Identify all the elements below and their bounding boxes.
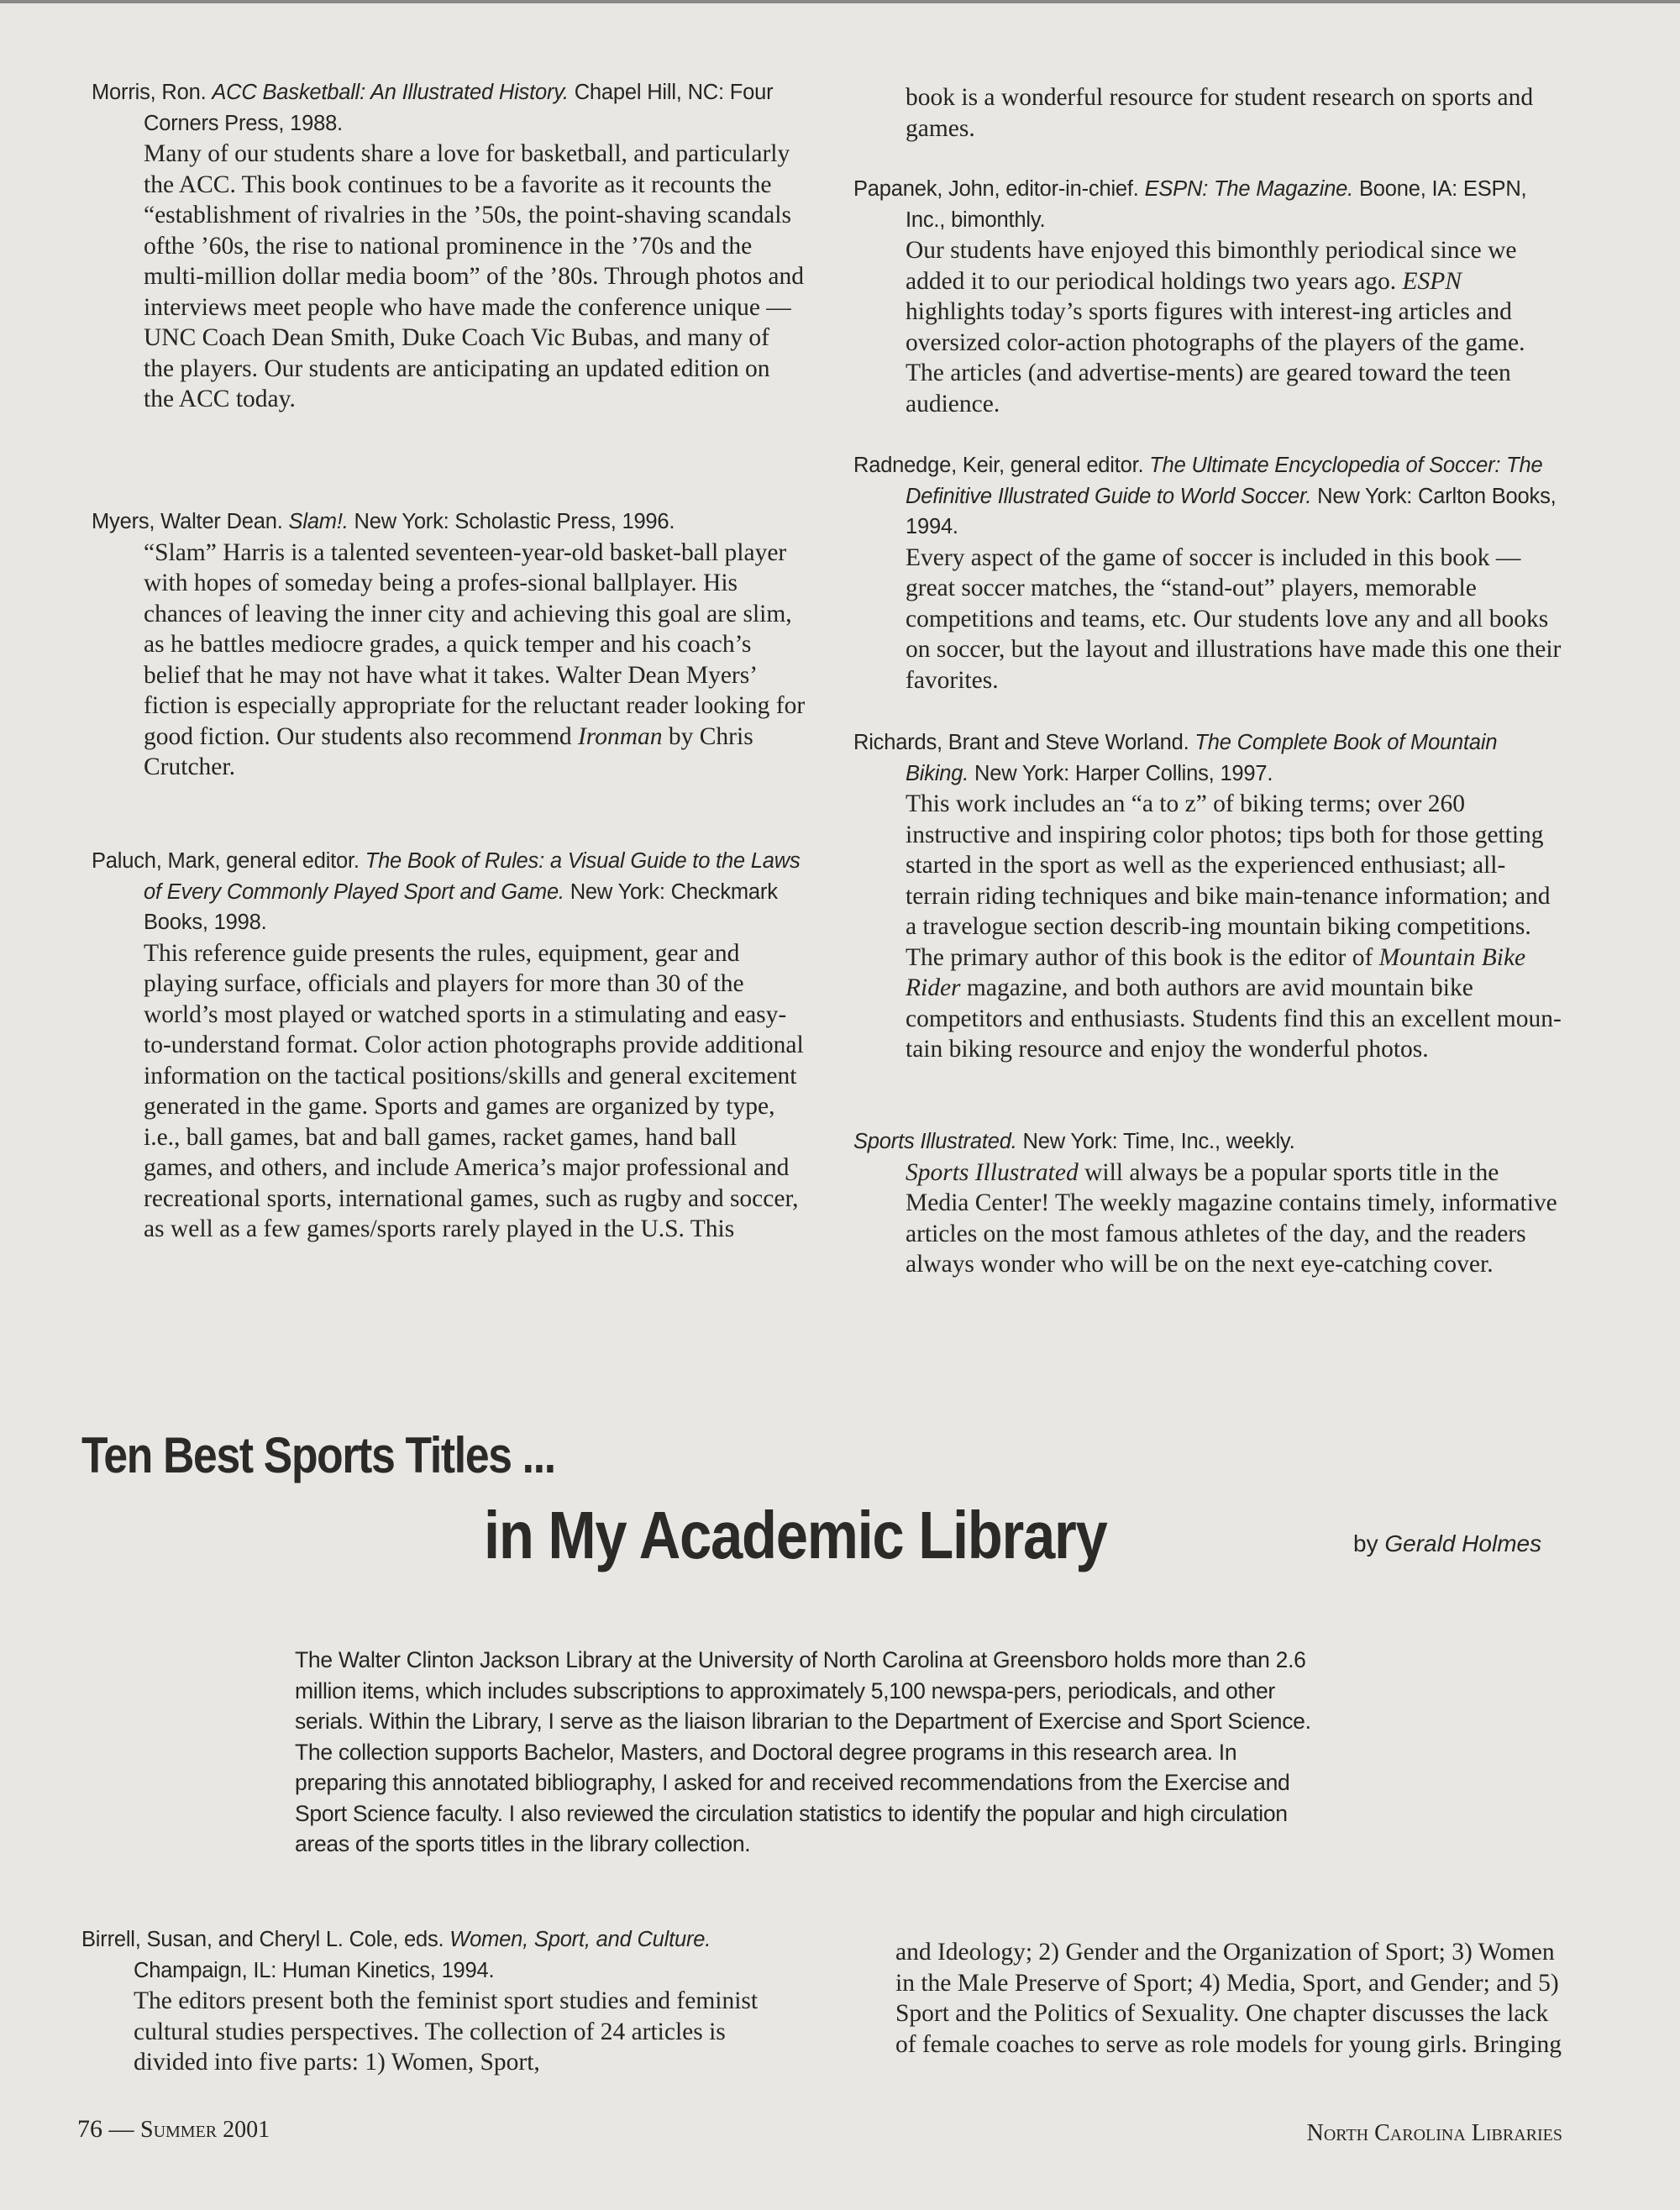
entry-birrell [81,1924,795,2078]
entry-richards [853,727,1563,1065]
byline: by Gerald Holmes [1353,1530,1542,1556]
citation: Richards, Brant and Steve Worland. The Complete Book of Mountain Biking. New York: Harper Collins, 1997. [853,731,1498,785]
annotation: Our students have enjoyed this bimonthly periodical since we added it to our periodical holdings two years ago. ESPN highlights today’s sports figures with interest-ing articles and oversized color-action photographs of the players of the game. The articles (and advertise-ments) are geared toward the teen audience. [906,237,1525,417]
annotation: and Ideology; 2) Gender and the Organization of Sport; 3) Women in the Male Preserve of Sport; 4) Media, Sport, and Gender; and 5) Sport and the Politics of Sexuality. One chapter discusses the lack of female coaches to serve as role models for young girls. Bringing [895,1939,1562,2058]
annotation: Sports Illustrated will always be a popular sports title in the Media Center! The weekly magazine contains timely, informative articles on the most famous athletes of the day, and the readers always wonder who will be on the next eye-catching cover. [906,1158,1557,1278]
annotation: Many of our students share a love for basketball, and particularly the ACC. This book continues to be a favorite as it recounts the “establishment of rivalries in the ’50s, the point-shaving scandals ofthe ’60s, the rise to national prominence in the ’70s and the multi-million dollar media boom” of the ’80s. Through photos and interviews meet people who have made the conference unique — UNC Coach Dean Smith, Duke Coach Vic Bubas, and many of the players. Our students are anticipating an updated edition on the ACC today. [144,140,805,412]
citation: Papanek, John, editor-in-chief. ESPN: The Magazine. Boone, IA: ESPN, Inc., bimonthly. [853,177,1527,232]
annotation: This work includes an “a to z” of biking terms; over 260 instructive and inspiring color photos; tips both for those getting started in the sport as well as the experienced enthusiast; all-terrain riding techniques and bike main-tenance information; and a travelogue section describ-ing mountain biking competitions. The primary author of this book is the editor of Mountain Bike Rider magazine, and both authors are avid mountain bike competitors and enthusiasts. Students find this an excellent moun-tain biking resource and enjoy the wonderful photos. [906,790,1562,1063]
continuation-paluch [853,82,1563,144]
annotation: “Slam” Harris is a talented seventeen-year-old basket-ball player with hopes of someday being a profes-sional ballplayer. His chances of leaving the inner city and achieving this goal are slim, as he battles mediocre grades, a quick temper and his coach’s belief that he may not have what it takes. Walter Dean Myers’ fiction is especially appropriate for the reluctant reader looking for good fiction. Our students also recommend Ironman by Chris Crutcher. [144,538,806,780]
issue: Summer 2001 [140,2117,270,2143]
article-intro: The Walter Clinton Jackson Library at the University of North Carolina at Greensboro holds more than 2.6 million items, which includes subscriptions to approximately 5,100 newspa-pers, periodicals, and other serials. Within the Library, I serve as the liaison librarian to the Department of Exercise and Sport Science. The collection supports Bachelor, Masters, and Doctoral degree programs in this research area. In preparing this annotated bibliography, I asked for and received recommendations from the Exercise and Sport Science faculty. I also reviewed the circulation statistics to identify the popular and high circulation areas of the sports titles in the library collection. [295,1647,1311,1856]
entry-paluch [92,846,806,1245]
separator: — [108,2115,134,2143]
article-title-line-2: in My Academic Library [484,1498,1107,1572]
annotation: book is a wonderful resource for student research on sports and games. [906,84,1534,142]
citation: Paluch, Mark, general editor. The Book of Rules: a Visual Guide to the Laws of Every Commonly Played Sport and Game. New York: Checkmark Books, 1998. [92,849,801,934]
page-edge [0,0,1680,3]
article-title-line-1: Ten Best Sports Titles ... [81,1427,555,1483]
annotation: The editors present both the feminist sport studies and feminist cultural studies perspectives. The collection of 24 articles is divided into five parts: 1) Women, Sport, [134,1987,759,2076]
citation: Radnedge, Keir, general editor. The Ultimate Encyclopedia of Soccer: The Definitive Illustrated Guide to World Soccer. New York: Carlton Books, 1994. [853,454,1557,538]
citation: Birrell, Susan, and Cheryl L. Cole, eds. Women, Sport, and Culture. Champaign, IL: Human Kinetics, 1994. [81,1928,711,1982]
page-number: 76 [77,2115,102,2143]
annotation: This reference guide presents the rules, equipment, gear and playing surface, officials and players for more than 30 of the world’s most played or watched sports in a stimulating and easy-to-understand format. Color action photographs provide additional information on the tactical positions/skills and general excitement generated in the game. Sports and games are organized by type, i.e., ball games, bat and ball games, racket games, hand ball games, and others, and include America’s major professional and recreational sports, international games, such as rugby and soccer, as well as a few games/sports rarely played in the U.S. This [144,939,804,1242]
entry-myers [92,507,806,783]
page-footer-right [1307,2118,1562,2147]
citation: Myers, Walter Dean. Slam!. New York: Scholastic Press, 1996. [92,510,675,533]
page-footer-left [77,2115,270,2144]
publication-name: North Carolina Libraries [1306,2120,1562,2146]
annotation: Every aspect of the game of soccer is included in this book — great soccer matches, the “stand-out” players, memorable competitions and teams, etc. Our students love any and all books on soccer, but the layout and illustrations have made this one their favorites. [906,543,1562,694]
entry-sports-illustrated [853,1126,1563,1280]
entry-morris [92,77,806,415]
citation: Sports Illustrated. New York: Time, Inc., weekly. [853,1130,1295,1153]
citation: Morris, Ron. ACC Basketball: An Illustrated History. Chapel Hill, NC: Four Corners Press, 1988. [92,81,774,135]
entry-papanek [853,174,1563,419]
entry-radnedge [853,450,1563,696]
continuation-birrell [895,1937,1567,2060]
